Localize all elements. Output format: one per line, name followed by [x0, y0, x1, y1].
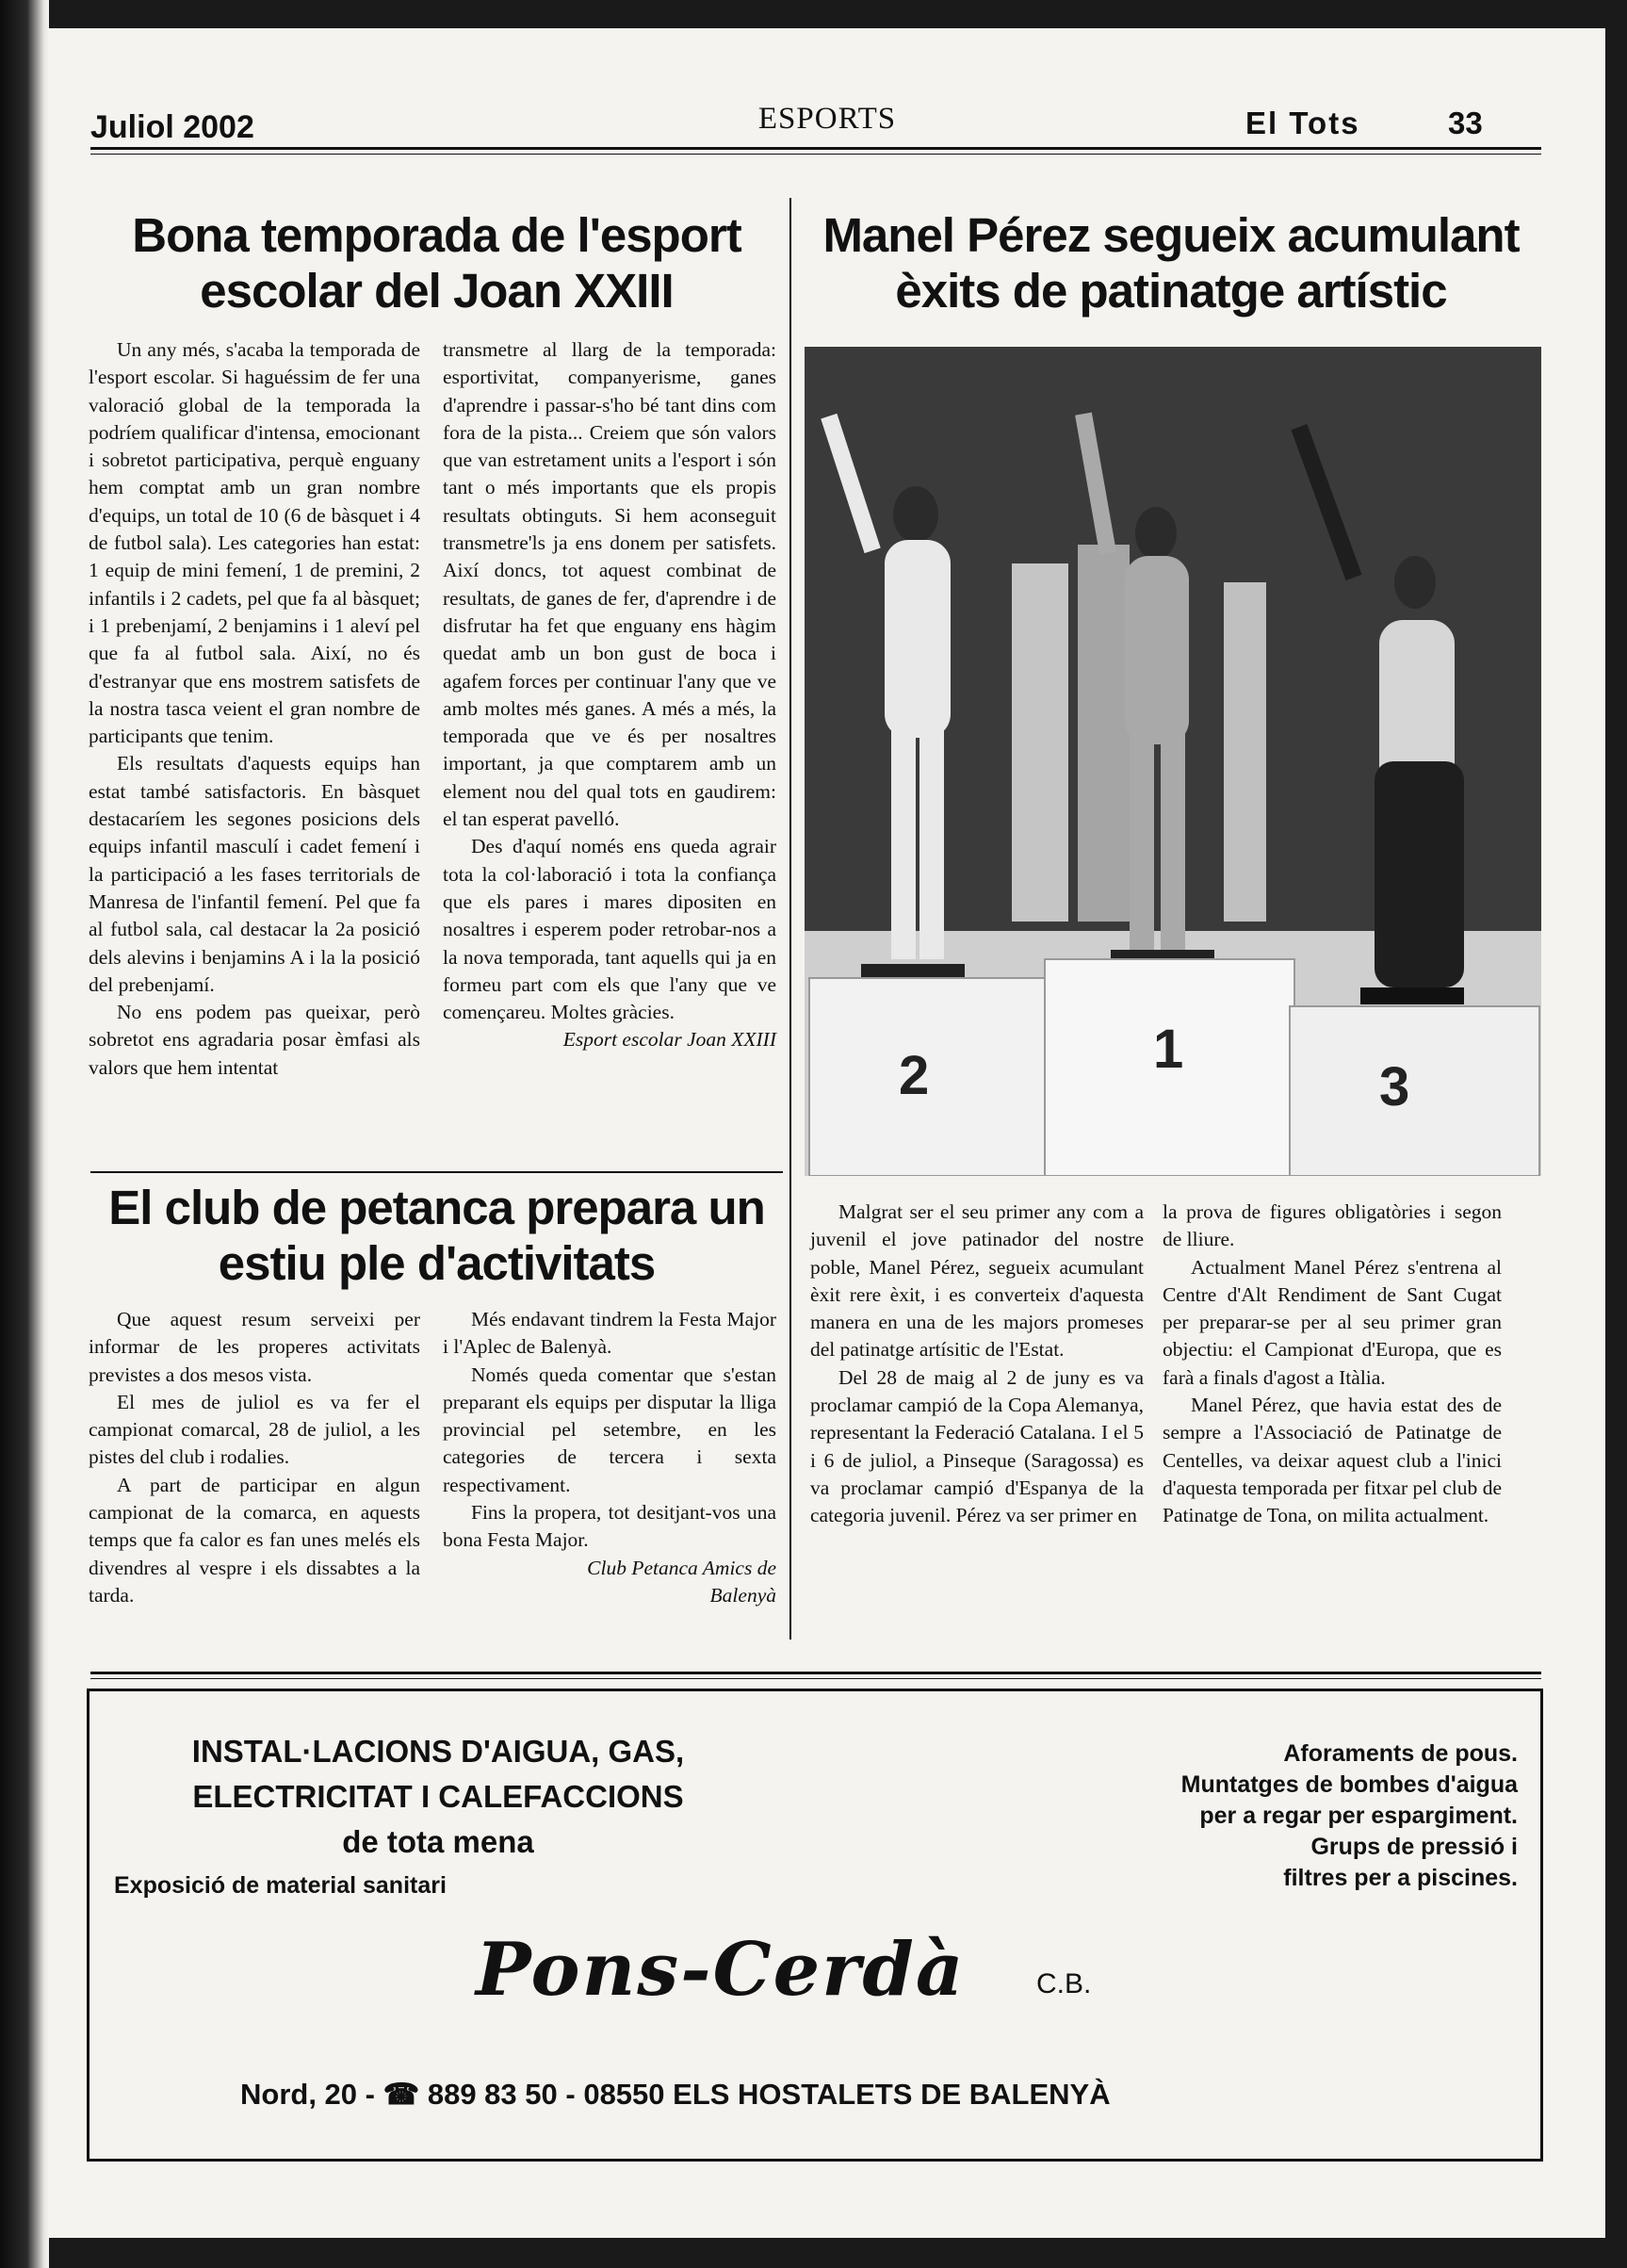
advert-top-rule-thin — [90, 1678, 1541, 1679]
paragraph: transmetre al llarg de la temporada: esportivitat, companyerisme, ganes d'aprendre i passar-s'ho bé tant dins com fora de la pista... Creiem que són valors que van estretament units a l'esport i són tant o més importants que els propis resultats obtinguts. Si hem aconseguit transmetre'ls ja ens donem per satisfets. Així doncs, tot aquest combinat de resultats, de ganes de fer, d'aprendre i de disfrutar ha fet que enguany ens hàgim quedat amb un bon gust de boca i agafem forces per continuar l'any que ve amb moltes més ganes. A més a més, la temporada que ve és per nosaltres important, ja que comptarem amb un element nou del qual tots en gaudirem: el tan esperat pavelló. — [443, 338, 776, 831]
publication-name: El Tots — [1245, 106, 1360, 140]
paragraph: Malgrat ser el seu primer any com a juvenil el jove patinador del nostre poble, Manel Pérez, segueix acumulant èxit rere èxit, i es converteix d'aquesta manera en una de les majors promeses del patinatge artísitic de l'Estat. — [810, 1200, 1144, 1362]
company-logo-suffix: C.B. — [1036, 1968, 1092, 1999]
advert-line: Aforaments de pous. — [1283, 1740, 1518, 1767]
page-number: 33 — [1448, 106, 1483, 140]
school-sport-column-2 — [443, 336, 776, 1054]
skating-column-1 — [810, 1199, 1144, 1530]
address-town: - 08550 ELS HOSTALETS DE BALENYÀ — [565, 2078, 1111, 2111]
advertisement — [87, 1689, 1543, 2162]
article-signature: Club Petanca Amics de — [587, 1556, 776, 1579]
article-signature: Balenyà — [709, 1583, 776, 1607]
advert-wells-block — [990, 1738, 1518, 1894]
headline-line: Bona temporada de l'esport — [132, 208, 741, 262]
petanca-column-1 — [89, 1306, 420, 1609]
paragraph: Fins la propera, tot desitjant-vos una bona Festa Major. — [443, 1501, 776, 1552]
issue-date: Juliol 2002 — [90, 109, 254, 145]
advert-line: de tota mena — [342, 1824, 534, 1859]
phone-number: 889 83 50 — [427, 2078, 558, 2111]
paragraph: la prova de figures obligatòries i segon de lliure. — [1163, 1200, 1502, 1251]
advert-line: Grups de pressió i — [1310, 1834, 1518, 1860]
newspaper-page — [49, 28, 1605, 2238]
headline-line: Manel Pérez segueix acumulant — [822, 208, 1520, 262]
advert-showroom-line: Exposició de material sanitari — [114, 1872, 447, 1899]
advert-top-rule — [90, 1672, 1541, 1674]
paragraph: Manel Pérez, que havia estat des de sempre a l'Associació de Patinatge de Centelles, va deixar aquest club a l'inici d'aquesta temporada per fitxar pel club de Patinatge de Tona, on milita actualment. — [1163, 1394, 1502, 1527]
header-rule-thin — [90, 154, 1541, 155]
podium-label-second: 2 — [899, 1045, 930, 1106]
column-divider — [789, 198, 791, 1640]
podium-label-first: 1 — [1153, 1019, 1184, 1080]
advert-address-line — [240, 2078, 1390, 2112]
headline-line: èxits de patinatge artístic — [895, 264, 1447, 318]
advert-line: per a regar per espargiment. — [1199, 1803, 1518, 1829]
petanca-headline — [90, 1180, 783, 1291]
book-spine — [0, 0, 49, 2268]
school-sport-headline — [90, 207, 783, 318]
school-sport-column-1 — [89, 336, 420, 1082]
advert-services-block — [108, 1729, 768, 1865]
article-separator — [90, 1171, 783, 1173]
petanca-column-2 — [443, 1306, 776, 1609]
header-rule — [90, 147, 1541, 150]
skating-column-2 — [1163, 1199, 1502, 1530]
paragraph: Que aquest resum serveixi per informar de les properes activitats previstes a dos mesos vista. — [89, 1308, 420, 1386]
paragraph: El mes de juliol es va fer el campionat comarcal, 28 de juliol, a les pistes del club i rodalies. — [89, 1390, 420, 1469]
company-logo: Pons-Cerdà — [476, 1927, 966, 2013]
podium-label-third: 3 — [1379, 1056, 1410, 1118]
paragraph: Un any més, s'acaba la temporada de l'esport escolar. Si haguéssim de fer una valoració global de la temporada la podríem qualificar d'intensa, emocionant i sobretot participativa, perquè enguany hem comptat amb un gran nombre d'equips, un total de 10 (6 de bàsquet i 4 de futbol sala). Les categories han estat: 1 equip de mini femení, 1 de premini, 2 infantils i 2 cadets, pel que fa al bàsquet; i 1 prebenjamí, 2 benjamins i 1 aleví pel que fa al futbol sala. Així, no és d'estranyar que ens mostrem satisfets de la nostra tasca veient el gran nombre de participants que tenim. — [89, 338, 420, 748]
phone-icon: ☎ — [382, 2078, 420, 2111]
paragraph: Actualment Manel Pérez s'entrena al Centre d'Alt Rendiment de Sant Cugat per preparar-se per al seu primer gran objectiu: el Campionat d'Europa, que es farà a finals d'agost a Itàlia. — [1163, 1255, 1502, 1389]
paragraph: A part de participar en algun campionat de la comarca, en aquests temps que fa calor es fan unes melés els divendres al vespre i els dissabtes a la tarda. — [89, 1473, 420, 1607]
paragraph: Des d'aquí només ens queda agrair tota la col·laboració i tota la confiança que els pares i mares dipositen en nosaltres i esperem poder retrobar-nos a la nova temporada, tant aquells qui ja en formeu part com els que l'any que ve començareu. Moltes gràcies. — [443, 835, 776, 1024]
advert-line: filtres per a piscines. — [1283, 1865, 1518, 1891]
section-title: ESPORTS — [757, 102, 897, 136]
podium-photo — [805, 347, 1541, 1176]
paragraph: No ens podem pas queixar, però sobretot ens agradaria posar èmfasi als valors que hem intentat — [89, 1001, 420, 1079]
headline-line: El club de petanca prepara un — [108, 1181, 765, 1234]
headline-line: escolar del Joan XXIII — [200, 264, 674, 318]
headline-line: estiu ple d'activitats — [218, 1236, 656, 1291]
advert-line: Muntatges de bombes d'aigua — [1180, 1771, 1518, 1798]
address-street: Nord, 20 - — [240, 2078, 375, 2111]
article-signature: Esport escolar Joan XXIII — [562, 1028, 776, 1052]
skating-headline — [799, 207, 1543, 318]
paragraph: Més endavant tindrem la Festa Major i l'Aplec de Balenyà. — [443, 1308, 776, 1359]
paragraph: Del 28 de maig al 2 de juny es va proclamar campió de la Copa Alemanya, representant la Federació Catalana. I el 5 i 6 de juliol, a Pinseque (Saragossa) es va proclamar campió d'Espanya de la categoria juvenil. Pérez va ser primer en — [810, 1365, 1144, 1527]
paragraph: Només queda comentar que s'estan preparant els equips per disputar la lliga provincial pel setembre, en les categories de tercera i sexta respectivament. — [443, 1362, 776, 1496]
advert-line: INSTAL·LACIONS D'AIGUA, GAS, — [191, 1734, 685, 1769]
advert-line: ELECTRICITAT I CALEFACCIONS — [192, 1779, 684, 1814]
paragraph: Els resultats d'aquests equips han estat també satisfactoris. En bàsquet destacaríem les segones posicions dels equips infantil masculí i cadet femení i la participació a les fases territorials de Manresa de l'infantil femení. Pel que fa al futbol sala, cal destacar la 2a posició dels alevins i benjamins A i la la posició del prebenjamí. — [89, 752, 420, 996]
